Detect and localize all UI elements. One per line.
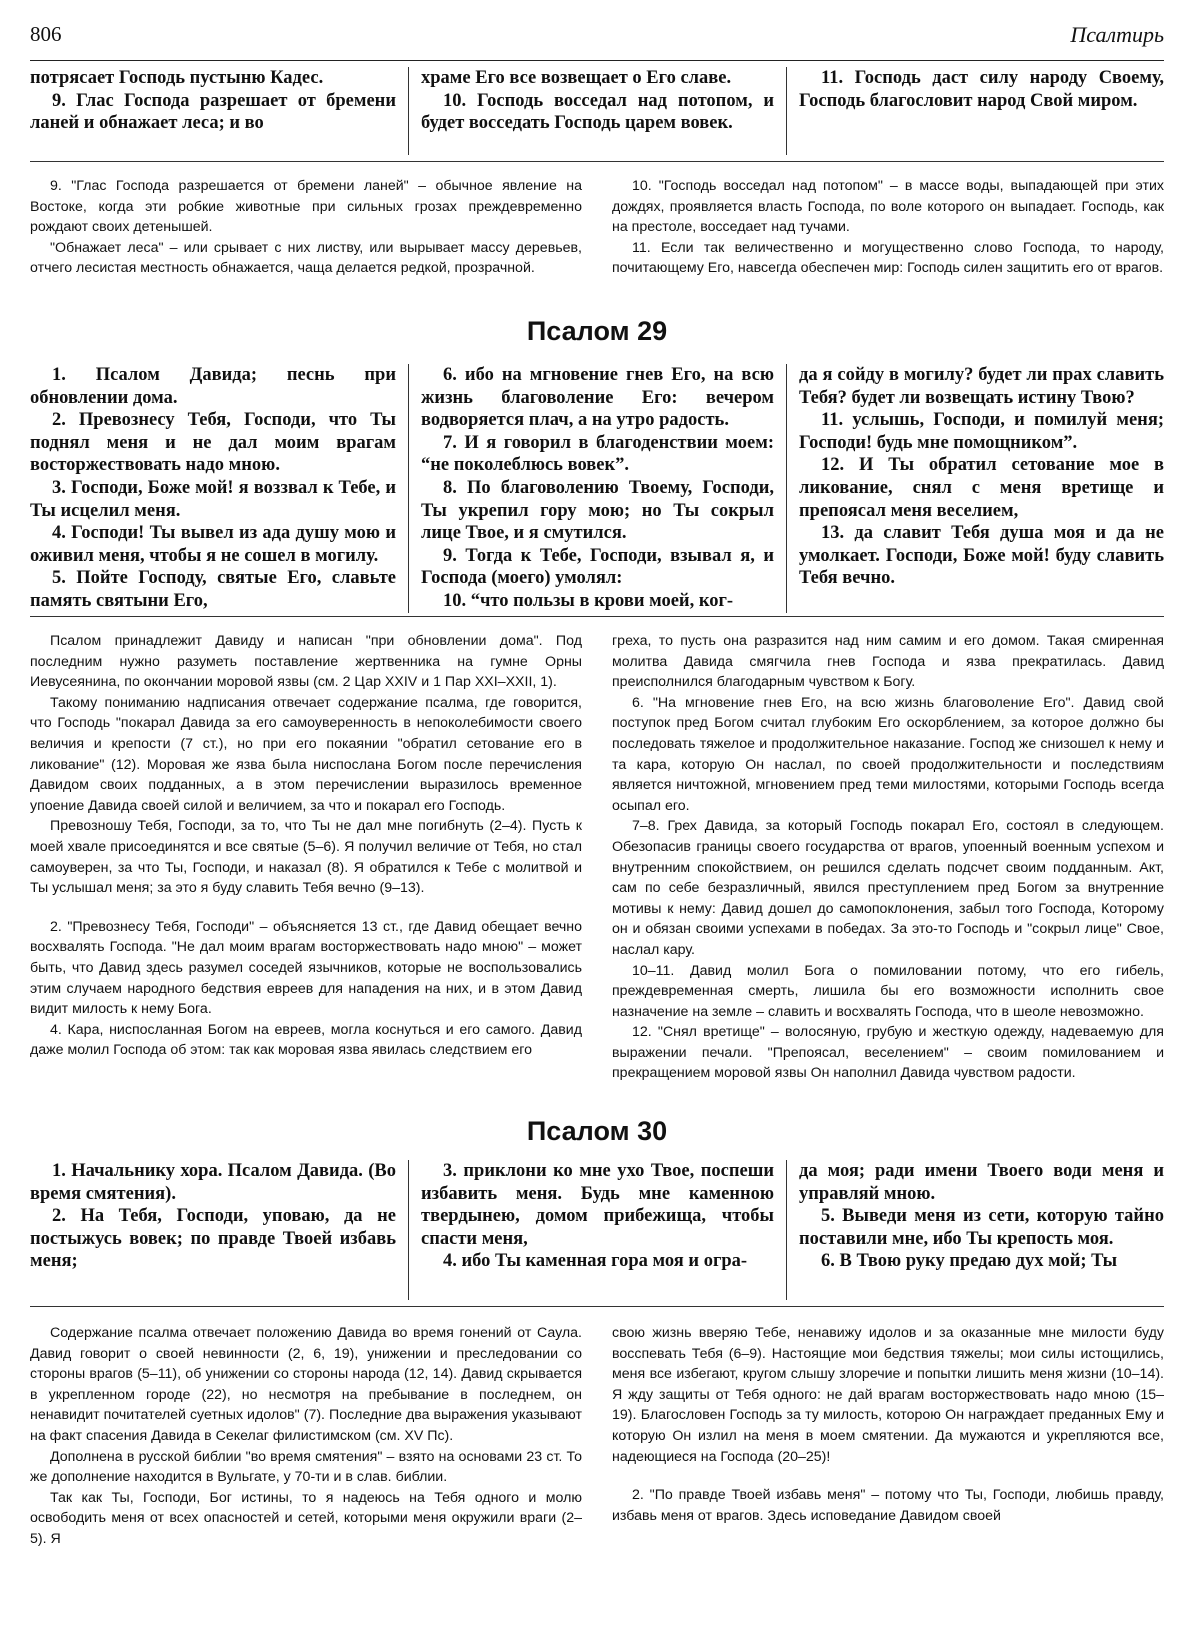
- commentary-column-1: [30, 1323, 582, 1553]
- verse-text: 6. В Твою руку предаю дух мой; Ты: [821, 1251, 1118, 1272]
- verse-text: 5. Пойте Господу, святые Его, славьте память святыни Его,: [30, 568, 396, 611]
- psalm-30-commentary: [30, 1323, 1164, 1553]
- verse-text: 13. да славит Тебя душа моя и да не умолкает. Господи, Боже мой! буду славить Тебя вечно.: [799, 523, 1164, 589]
- commentary-paragraph: 2. "Превознесу Тебя, Господи" – объясняется 13 ст., где Давид обещает вечно восхвалять Господа. "Не дал моим врагам восторжествовать надо мною" – может быть, что Давид здесь разумел соседей язычников, которые не воспользовались этим случаем народного бедствия евреев для нападения на них, и в этом Давид видит милость к нему Бога.: [30, 918, 582, 1018]
- commentary-paragraph: Так как Ты, Господи, Бог истины, то я надеюсь на Тебя одного и молю освободить меня от всех опасностей и сетей, которыми меня окружили враги (2–5). Я: [30, 1489, 582, 1547]
- commentary-paragraph: Содержание псалма отвечает положению Давида во время гонений от Саула. Давид говорит о своей невинности (2, 6, 19), унижении и преследовании со стороны врагов (5–11), об унижении со стороны народа (12, 14). Давид скрывается в укрепленном городе (22), но несмотря на пребывание в последнем, он ненавидит почитателей суетных идолов" (7). Последние два выражения указывают на факт спасения Давида в Секелаг филистимском (см. XV Пс).: [30, 1325, 582, 1444]
- psalm-29-title: Псалом 29: [526, 316, 668, 346]
- commentary-column-2: [612, 176, 1164, 282]
- verse-text: храме Его все возвещает о Его славе.: [421, 68, 732, 88]
- verse-text: 7. И я говорил в благоденствии моем: “не поколеблюсь вовек”.: [421, 432, 774, 476]
- section-divider: [30, 1306, 1164, 1307]
- verse-text: 9. Тогда к Тебе, Господи, взывал я, и Господа (моего) умолял:: [421, 545, 774, 589]
- psalm-30-verses: [30, 1160, 1164, 1300]
- verse-text: 12. И Ты обратил сетование мое в ликование, снял с меня вретище и препоясал меня веселием,: [799, 455, 1164, 521]
- commentary-paragraph: 6. "На мгновение гнев Его, на всю жизнь благоволение Его". Давид свой поступок пред Богом считал глубоким Его оскорблением, за которое должно бы последовать тяжелое и продолжительное наказание. Господ же снизошел к нему и та кара, которую Он наслал, по своей продолжительности и последствиям является ничтожной, мгновением пред теми милостями, которыми Господь всегда осыпал его.: [612, 694, 1164, 814]
- commentary-paragraph: 4. Кара, ниспосланная Богом на евреев, могла коснуться и его самого. Давид даже молил Господа об этом: так как моровая язва явилась следствием его: [30, 1021, 582, 1059]
- commentary-paragraph: Дополнена в русской библии "во время смятения" – взято на основами 23 ст. То же дополнение находится в Вульгате, у 70-ти и в слав. библии.: [30, 1448, 582, 1486]
- commentary-paragraph: Псалом принадлежит Давиду и написан "при обновлении дома". Под последним нужно разуметь поставление жертвенника на гумне Орны Иевусеянина, по окончании моровой язвы (см. 2 Цар XXIV и 1 Пар XXI–XXII, 1).: [30, 633, 582, 691]
- verse-text: 11. услышь, Господи, и помилуй меня; Господи! будь мне помощником”.: [799, 410, 1164, 453]
- verse-column-1: [30, 67, 408, 155]
- commentary-paragraph: греха, то пусть она разразится над ним самим и его домом. Такая смиренная молитва Давида смягчила гнев Господа и язва прекратилась. Давид преисполнился благодарным чувством к Богу.: [612, 633, 1164, 691]
- commentary-paragraph: 7–8. Грех Давида, за который Господь покарал Его, состоял в следующем. Обезопасив границы своего государства от врагов, упоенный военным успехом и внутренним спокойствием, он решился сделать подсчет своим подданным. Акт, сам по себе безразличный, явился преступлением пред Богом за внутренние мотивы к нему: Давид дошел до самопоклонения, забыл того Господа, Которому он и обязан своими успехами в победах. За это-то Господь и "сокрыл лице" Свое, наслал кару.: [612, 818, 1164, 958]
- verse-text: 2. На Тебя, Господи, уповаю, да не постыжусь вовек; по правде Твоей избавь меня;: [30, 1206, 396, 1272]
- verse-column-2: [408, 67, 786, 155]
- commentary-paragraph: 2. "По правде Твоей избавь меня" – потому что Ты, Господи, любишь правду, избавь меня от врагов. Здесь исповедание Давидом своей: [612, 1487, 1164, 1524]
- commentary-column-2: [612, 631, 1164, 1086]
- verse-text: 3. приклони ко мне ухо Твое, поспеши избавить меня. Будь мне каменною твердынею, домом прибежища, чтобы спасти меня,: [421, 1161, 774, 1249]
- verse-column-3: [786, 1160, 1164, 1300]
- page-number: 806: [30, 22, 62, 46]
- commentary-column-1: [30, 631, 582, 1086]
- verse-text: да моя; ради имени Твоего води меня и управляй мною.: [799, 1161, 1164, 1204]
- psalm-29-verses: [30, 364, 1164, 611]
- verse-text: 4. Господи! Ты вывел из ада душу мою и оживил меня, чтобы я не сошел в могилу.: [30, 523, 396, 566]
- verse-text: да я сойду в могилу? будет ли прах славить Тебя? будет ли возвещать истину Твою?: [799, 365, 1164, 408]
- psalm-28-commentary: [30, 176, 1164, 282]
- verse-text: 6. ибо на мгновение гнев Его, на всю жизнь благоволение Его: вечером водворяется плач, а на утро радость.: [421, 365, 774, 431]
- commentary-paragraph: 9. "Глас Господа разрешается от бремени ланей" – обычное явление на Востоке, когда эти робкие животные при сильных грозах преждевременно рождают своих детенышей.: [30, 178, 582, 236]
- running-title: Псалтирь: [1070, 22, 1164, 47]
- verse-column-2: [408, 1160, 786, 1300]
- commentary-paragraph: 11. Если так величественно и могущественно слово Господа, то народу, почитающему Его, навсегда обеспечен мир: Господь силен защитить его от врагов.: [612, 239, 1164, 277]
- verse-text: 10. “что пользы в крови моей, ког-: [443, 590, 734, 611]
- verse-column-3: [786, 364, 1164, 613]
- verse-text: 9. Глас Господа разрешает от бремени ланей и обнажает леса; и во: [30, 90, 396, 134]
- verse-text: 8. По благоволению Твоему, Господи, Ты укрепил гору мою; но Ты сокрыл лице Твое, и я смутился.: [421, 477, 774, 544]
- verse-text: 2. Превознесу Тебя, Господи, что Ты поднял меня и не дал моим врагам восторжествовать надо мною.: [30, 410, 396, 476]
- commentary-paragraph: "Обнажает леса" – или срывает с них листву, или вырывает массу деревьев, отчего лесистая местность обнажается, чаща делается редкой, прозрачной.: [30, 239, 582, 277]
- verse-column-1: [30, 364, 408, 613]
- commentary-paragraph: 10. "Господь восседал над потопом" – в массе воды, выпадающей при этих дождях, проявляется власть Господа, по воле которого он выпадает. Господь, как на престоле, восседает над тучами.: [612, 178, 1164, 236]
- commentary-paragraph: 12. "Снял вретище" – волосяную, грубую и жесткую одежду, надеваемую для выражении печали. "Препоясал, веселением" – своим помилованием и прекращением моровой язвы Он наполнил Давида чувством радости.: [612, 1024, 1164, 1082]
- commentary-paragraph: свою жизнь вверяю Тебе, ненавижу идолов и за оказанные мне милости буду восспевать Тебя (6–9). Настоящие мои бедствия тяжелы; мои силы истощились, меня все избегают, кругом слышу злоречие и попытки лишить меня жизни (10–14). Я жду защиты от Тебя одного: не дай врагам восторжествовать надо мною (15–19). Благословен Господь за ту милость, которою Он награждает преданных Ему и которую Он излил на меня в моем смятении. Да мужаются и укрепляются все, надеющиеся на Господа (20–25)!: [612, 1325, 1164, 1465]
- verse-text: 1. Начальнику хора. Псалом Давида. (Во время смятения).: [30, 1161, 396, 1204]
- verse-column-3: [786, 67, 1164, 155]
- verse-text: 4. ибо Ты каменная гора моя и огра-: [443, 1251, 748, 1272]
- commentary-column-2: [612, 1323, 1164, 1553]
- page-header: [30, 20, 1164, 61]
- verse-column-1: [30, 1160, 408, 1300]
- verse-text: 5. Выведи меня из сети, которую тайно поставили мне, ибо Ты крепость моя.: [799, 1206, 1164, 1249]
- verse-text: 11. Господь даст силу народу Своему, Господь благословит народ Свой миром.: [799, 68, 1164, 111]
- verse-column-2: [408, 364, 786, 613]
- commentary-column-1: [30, 176, 582, 282]
- commentary-paragraph: 10–11. Давид молил Бога о помиловании потому, что его гибель, преждевременная смерть, лишила бы его возможности исполнить свое назначение на земле – славить и восхвалять Господа, что в шеоле невозможно.: [612, 962, 1164, 1020]
- verse-text: 1. Псалом Давида; песнь при обновлении дома.: [30, 365, 396, 408]
- psalm-29-commentary: [30, 631, 1164, 1086]
- psalm-28-verses: [30, 67, 1164, 155]
- verse-text: 10. Господь восседал над потопом, и будет восседать Господь царем вовек.: [421, 90, 774, 134]
- verse-text: 3. Господи, Боже мой! я воззвал к Тебе, и Ты исцелил меня.: [30, 477, 396, 521]
- book-page: [30, 20, 1164, 1553]
- section-divider: [30, 616, 1164, 617]
- commentary-paragraph: Превозношу Тебя, Господи, за то, что Ты не дал мне погибнуть (2–4). Пусть к моей хвале присоединятся и все святые (5–6). Я получил величие от Тебя, но стал самоуверен, за что Ты, Господи, и наказал (8). Я обратился к Тебе с молитвой и Ты услышал меня; за это я буду славить Тебя вечно (9–13).: [30, 818, 582, 897]
- verse-text: потрясает Господь пустыню Кадес.: [30, 68, 324, 88]
- section-divider: [30, 161, 1164, 162]
- psalm-30-title: Псалом 30: [526, 1116, 668, 1146]
- commentary-paragraph: Такому пониманию надписания отвечает содержание псалма, где говорится, что Господь "покарал Давида за его самоуверенность в непоколебимости своего величия и крепости (7 ст.), но при его покаянии "обратил сетование его в ликование" (12). Моровая же язва была ниспослана Богом после перечисления Давидом своих подданных, а в этом перечислении выразилось временное упоение Давида своей силой и величием, за что и покарал его Господь.: [30, 694, 582, 814]
